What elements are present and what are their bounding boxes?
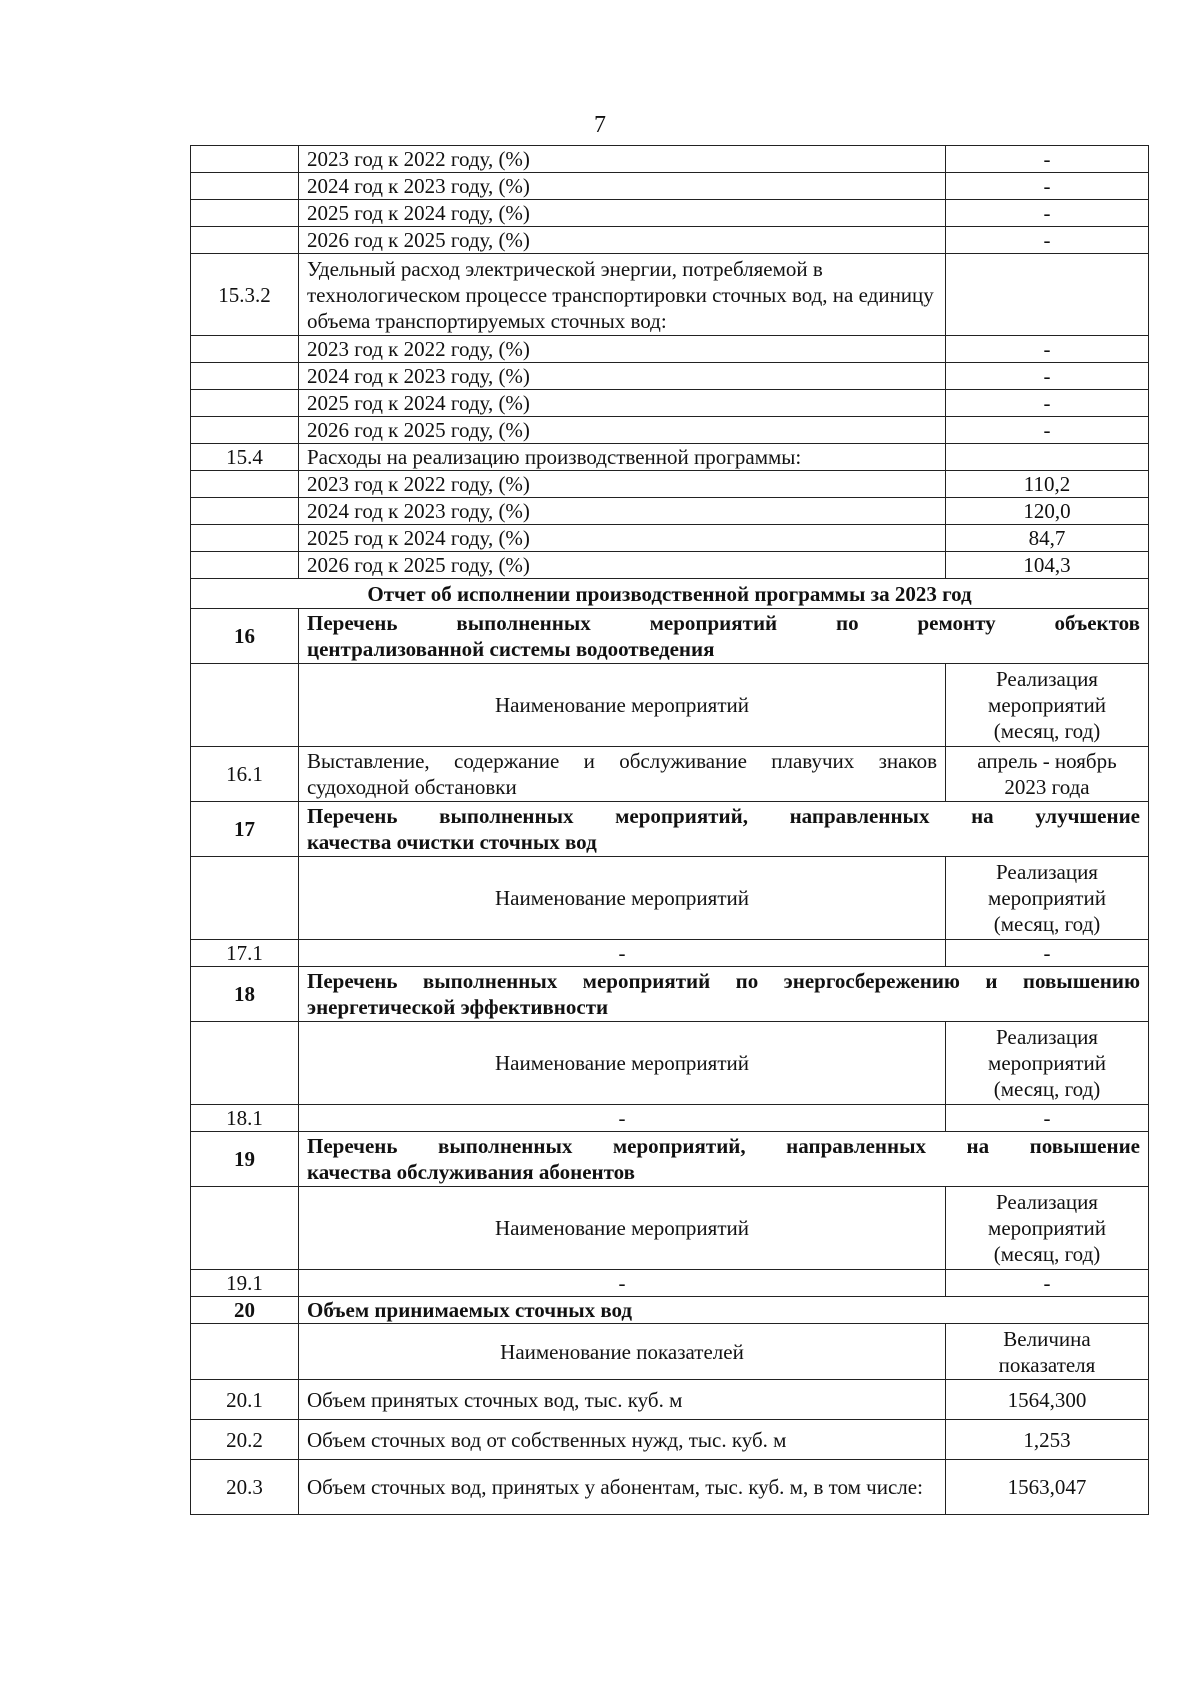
table-row (191, 579, 1149, 609)
indicators-table (190, 145, 1149, 1515)
table-row (191, 747, 1149, 802)
row-number: 16 (191, 609, 299, 664)
row-value: - (946, 173, 1149, 200)
table-row (191, 444, 1149, 471)
row-number (191, 1022, 299, 1105)
table-row (191, 552, 1149, 579)
heading-line: Перечень выполненных мероприятий по ремонту объектов (307, 611, 1140, 635)
row-number (191, 664, 299, 747)
row-value (946, 444, 1149, 471)
table-row (191, 227, 1149, 254)
table-row (191, 1105, 1149, 1132)
row-number (191, 1324, 299, 1380)
table-row (191, 200, 1149, 227)
row-text: 2024 год к 2023 году, (%) (299, 173, 946, 200)
row-number (191, 552, 299, 579)
table-row (191, 1460, 1149, 1515)
row-number (191, 471, 299, 498)
table-row (191, 336, 1149, 363)
section-heading: Отчет об исполнении производственной программы за 2023 год (191, 579, 1149, 609)
row-value: - (946, 146, 1149, 173)
row-value: 1563,047 (946, 1460, 1149, 1515)
table-row (191, 1324, 1149, 1380)
table-row (191, 417, 1149, 444)
page-number: 7 (594, 112, 606, 138)
row-text (299, 747, 946, 802)
row-number: 20.3 (191, 1460, 299, 1515)
table-row (191, 1022, 1149, 1105)
column-header: Реализация мероприятий (месяц, год) (946, 857, 1149, 940)
row-number (191, 1187, 299, 1270)
row-text: - (299, 940, 946, 967)
row-heading: Объем принимаемых сточных вод (299, 1297, 1149, 1324)
row-number (191, 146, 299, 173)
column-header: Реализация мероприятий (месяц, год) (946, 664, 1149, 747)
row-text: - (299, 1270, 946, 1297)
text-line: Выставление, содержание и обслуживание плавучих знаков (307, 749, 937, 773)
text-line: судоходной обстановки (307, 775, 517, 799)
row-number (191, 227, 299, 254)
column-header: Наименование показателей (299, 1324, 946, 1380)
heading-line: Перечень выполненных мероприятий по энергосбережению и повышению (307, 969, 1140, 993)
table-row (191, 967, 1149, 1022)
row-value: 110,2 (946, 471, 1149, 498)
table-row (191, 173, 1149, 200)
row-text: 2024 год к 2023 году, (%) (299, 363, 946, 390)
row-value: - (946, 1270, 1149, 1297)
column-header: Наименование мероприятий (299, 1022, 946, 1105)
table-row (191, 498, 1149, 525)
row-number (191, 336, 299, 363)
row-number: 20 (191, 1297, 299, 1324)
row-value: - (946, 336, 1149, 363)
row-value: 1564,300 (946, 1380, 1149, 1420)
table-row (191, 146, 1149, 173)
column-header: Величина показателя (946, 1324, 1149, 1380)
row-heading (299, 609, 1149, 664)
table-row (191, 609, 1149, 664)
row-value: - (946, 200, 1149, 227)
heading-line: Перечень выполненных мероприятий, направленных на улучшение (307, 804, 1140, 828)
row-value: - (946, 1105, 1149, 1132)
table-row (191, 363, 1149, 390)
column-header: Реализация мероприятий (месяц, год) (946, 1187, 1149, 1270)
table-row (191, 1380, 1149, 1420)
row-number: 15.3.2 (191, 254, 299, 336)
row-number (191, 200, 299, 227)
heading-line: энергетической эффективности (307, 995, 609, 1019)
row-text: Объем сточных вод от собственных нужд, тыс. куб. м (299, 1420, 946, 1460)
row-text: Объем принятых сточных вод, тыс. куб. м (299, 1380, 946, 1420)
column-header: Наименование мероприятий (299, 664, 946, 747)
table-row (191, 390, 1149, 417)
row-text: Расходы на реализацию производственной программы: (299, 444, 946, 471)
row-number (191, 525, 299, 552)
table-row (191, 471, 1149, 498)
row-value: 120,0 (946, 498, 1149, 525)
row-text: 2026 год к 2025 году, (%) (299, 417, 946, 444)
row-text: 2025 год к 2024 году, (%) (299, 525, 946, 552)
table-row (191, 1297, 1149, 1324)
row-number (191, 498, 299, 525)
heading-line: централизованной системы водоотведения (307, 637, 715, 661)
table-row (191, 857, 1149, 940)
table-row (191, 1187, 1149, 1270)
table-row (191, 1270, 1149, 1297)
column-header: Наименование мероприятий (299, 857, 946, 940)
row-number: 19 (191, 1132, 299, 1187)
row-number: 16.1 (191, 747, 299, 802)
row-value: 1,253 (946, 1420, 1149, 1460)
row-text: - (299, 1105, 946, 1132)
row-text: 2026 год к 2025 году, (%) (299, 552, 946, 579)
table-row (191, 802, 1149, 857)
column-header: Реализация мероприятий (месяц, год) (946, 1022, 1149, 1105)
row-heading (299, 967, 1149, 1022)
row-value (946, 254, 1149, 336)
row-text: 2024 год к 2023 году, (%) (299, 498, 946, 525)
row-heading (299, 802, 1149, 857)
row-text: Объем сточных вод, принятых у абонентам, тыс. куб. м, в том числе: (299, 1460, 946, 1515)
row-number (191, 363, 299, 390)
row-number: 20.2 (191, 1420, 299, 1460)
table-row (191, 1420, 1149, 1460)
row-number: 19.1 (191, 1270, 299, 1297)
row-number: 17.1 (191, 940, 299, 967)
column-header: Наименование мероприятий (299, 1187, 946, 1270)
row-number: 18.1 (191, 1105, 299, 1132)
row-value: 84,7 (946, 525, 1149, 552)
heading-line: качества обслуживания абонентов (307, 1160, 635, 1184)
table-row (191, 254, 1149, 336)
row-number (191, 857, 299, 940)
heading-line: Перечень выполненных мероприятий, направленных на повышение (307, 1134, 1140, 1158)
row-number (191, 417, 299, 444)
row-value: - (946, 417, 1149, 444)
row-text: 2025 год к 2024 году, (%) (299, 390, 946, 417)
row-number: 17 (191, 802, 299, 857)
row-value: - (946, 227, 1149, 254)
row-value: - (946, 363, 1149, 390)
table-row (191, 525, 1149, 552)
row-value: 104,3 (946, 552, 1149, 579)
row-text: Удельный расход электрической энергии, потребляемой в технологическом процессе транспортировки сточных вод, на единицу объема транспортируемых сточных вод: (299, 254, 946, 336)
row-value: - (946, 940, 1149, 967)
row-value: - (946, 390, 1149, 417)
row-text: 2023 год к 2022 году, (%) (299, 336, 946, 363)
row-text: 2026 год к 2025 году, (%) (299, 227, 946, 254)
row-number: 20.1 (191, 1380, 299, 1420)
row-number (191, 390, 299, 417)
table-row (191, 664, 1149, 747)
heading-line: качества очистки сточных вод (307, 830, 597, 854)
row-text: 2023 год к 2022 году, (%) (299, 146, 946, 173)
row-number: 18 (191, 967, 299, 1022)
row-number (191, 173, 299, 200)
row-heading (299, 1132, 1149, 1187)
row-text: 2023 год к 2022 году, (%) (299, 471, 946, 498)
table-row (191, 940, 1149, 967)
row-text: 2025 год к 2024 году, (%) (299, 200, 946, 227)
table-row (191, 1132, 1149, 1187)
row-value: апрель - ноябрь 2023 года (946, 747, 1149, 802)
row-number: 15.4 (191, 444, 299, 471)
